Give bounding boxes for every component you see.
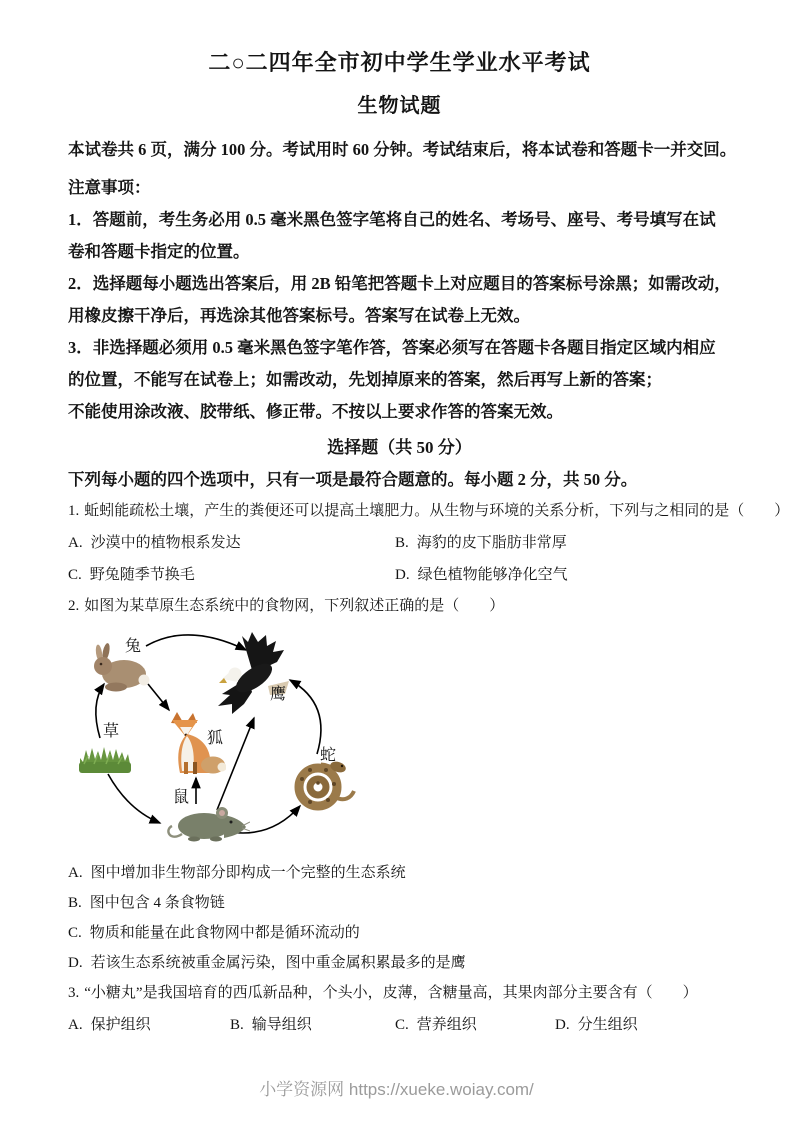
- page-title: 二○二四年全市初中学生学业水平考试: [208, 50, 591, 75]
- note-3: 3．非选择题必须用 0.5 毫米黑色签字笔作答，答案必须写在答题卡各题目指定区域内相应的位置，不能写在试卷上；如需改动，先划掉原来的答案，然后再写上新的答案；: [68, 338, 716, 389]
- arrow-snake-to-eagle: [290, 680, 321, 754]
- section-title: 选择题（共 50 分）: [327, 438, 472, 457]
- question-2-option-b: B. 图中包含 4 条食物链: [68, 895, 225, 911]
- rabbit-label: 兔: [125, 638, 142, 655]
- exam-info: 本试卷共 6 页，满分 100 分。考试用时 60 分钟。考试结束后，将本试卷和答题卡一并交回。: [68, 140, 737, 159]
- question-3-number: 3.: [68, 985, 80, 1001]
- footer-watermark: [0, 1075, 793, 1100]
- grass-label: 草: [103, 723, 120, 740]
- question-2-number: 2.: [68, 598, 80, 614]
- question-2-option-a: A. 图中增加非生物部分即构成一个完整的生态系统: [68, 865, 406, 881]
- mouse-image: [166, 804, 250, 844]
- question-1-stem: [68, 496, 790, 527]
- grass-image: [78, 742, 132, 774]
- question-3-option-b: B. 输导组织: [230, 1017, 312, 1033]
- question-1-number: 1.: [68, 503, 80, 519]
- note-3-continued: 不能使用涂改液、胶带纸、修正带。不按以上要求作答的答案无效。: [68, 402, 563, 421]
- question-1-option-c: C. 野兔随季节换毛: [68, 567, 195, 583]
- section-instruction: 下列每小题的四个选项中，只有一项是最符合题意的。每小题 2 分，共 50 分。: [68, 470, 638, 489]
- question-3-options: [68, 1010, 731, 1040]
- question-3-option-d: D. 分生组织: [555, 1017, 638, 1033]
- question-3-option-a: A. 保护组织: [68, 1017, 151, 1033]
- arrow-rabbit-to-fox: [148, 684, 169, 710]
- food-web-diagram: [70, 626, 390, 856]
- snake-label: 蛇: [320, 747, 337, 764]
- question-1-option-b: B. 海豹的皮下脂肪非常厚: [395, 535, 567, 551]
- eagle-image: [212, 632, 292, 720]
- page-subtitle: 生物试题: [357, 95, 442, 117]
- arrow-grass-to-mouse: [108, 774, 160, 823]
- notes-heading: 注意事项：: [68, 178, 151, 197]
- question-3-stem: [68, 978, 731, 1009]
- question-3-text: “小糖丸”是我国培育的西瓜新品种，个头小，皮薄，含糖量高，其果肉部分主要含有（ ）: [84, 985, 698, 1001]
- eagle-label: 鹰: [270, 686, 287, 703]
- question-1-text: 蚯蚓能疏松土壤，产生的粪便还可以提高土壤肥力。从生物与环境的关系分析，下列与之相同的是（ ）: [84, 503, 790, 519]
- question-2-text: 如图为某草原生态系统中的食物网，下列叙述正确的是（ ）: [84, 598, 505, 614]
- note-2: 2．选择题每小题选出答案后，用 2B 铅笔把答题卡上对应题目的答案标号涂黑；如需改动，用橡皮擦干净后，再选涂其他答案标号。答案写在试卷上无效。: [68, 274, 731, 325]
- fox-label: 狐: [207, 730, 224, 747]
- question-2-option-c: C. 物质和能量在此食物网中都是循环流动的: [68, 925, 360, 941]
- question-2-stem: [68, 591, 731, 622]
- question-1-option-d: D. 绿色植物能够净化空气: [395, 567, 568, 583]
- note-1: 1．答题前，考生务必用 0.5 毫米黑色签字笔将自己的姓名、考场号、座号、考号填写在试卷和答题卡指定的位置。: [68, 210, 716, 261]
- mouse-label: 鼠: [173, 789, 190, 806]
- footer-text: 小学资源网 https://xueke.woiay.com/: [259, 1080, 534, 1099]
- question-1-option-a: A. 沙漠中的植物根系发达: [68, 535, 241, 551]
- question-3-option-c: C. 营养组织: [395, 1017, 477, 1033]
- question-1-options: [68, 527, 731, 591]
- question-2-option-d: D. 若该生态系统被重金属污染，图中重金属积累最多的是鹰: [68, 955, 466, 971]
